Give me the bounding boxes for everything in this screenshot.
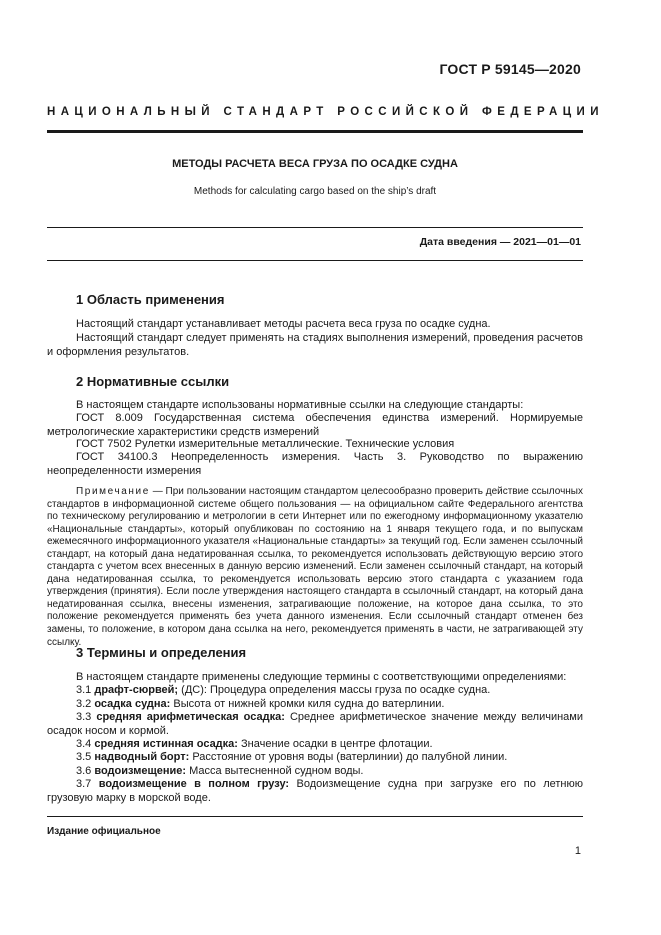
note-text: — При пользовании настоящим стандартом целесообразно проверить действие ссылочных стандартов в информационной системе общего пользования — на официальном сайте Федерального агентства по техническому регулированию и метрологии в сети Интернет или по ежегодному информационному указателю «Национальные стандарты», который опубликован по состоянию на 1 января текущего года, и по выпускам ежемесячного информационного указателя «Национальные стандарты» за текущий год. Если заменен ссылочный стандарт, на который дана недатированная ссылка, то рекомендуется использовать действующую версию этого стандарта с учетом всех внесенных в данную версию изменений. Если заменен ссылочный стандарт, на который дана недатированная ссылка, то рекомендуется использовать версию этого стандарта с указанием года утверждения (принятия). Если после утверждения настоящего стандарта в ссылочный стандарт, на который дана недатированная ссылка, внесены изменения, затрагивающие положение, на которое дана ссылка, то это положение рекомендуется применять без учета данного изменения. Если ссылочный стандарт отменен без замены, то положение, в котором дана ссылка на него, рекомендуется применять в части, не затрагивающей эту ссылку. — [47, 486, 583, 648]
section-1-paragraph-1: Настоящий стандарт устанавливает методы расчета веса груза по осадке судна. — [76, 318, 491, 330]
national-standard-banner: НАЦИОНАЛЬНЫЙ СТАНДАРТ РОССИЙСКОЙ ФЕДЕРАЦИИ — [47, 106, 604, 118]
introduction-date: Дата введения — 2021—01—01 — [419, 236, 581, 248]
document-title: МЕТОДЫ РАСЧЕТА ВЕСА ГРУЗА ПО ОСАДКЕ СУДНА — [172, 158, 458, 170]
term-3-6: 3.6 водоизмещение: Масса вытесненной судном воды. — [76, 765, 364, 777]
footer-rule — [47, 816, 583, 817]
term-3-4: 3.4 средняя истинная осадка: Значение осадки в центре флотации. — [76, 738, 433, 750]
section-1-heading: 1 Область применения — [76, 292, 225, 307]
section-2-paragraph-1: В настоящем стандарте использованы нормативные ссылки на следующие стандарты: — [76, 399, 524, 411]
page-number: 1 — [574, 845, 581, 857]
section-3-heading: 3 Термины и определения — [76, 645, 247, 660]
note-paragraph — [47, 486, 583, 649]
header-rule — [47, 130, 583, 133]
document-title-english: Methods for calculating cargo based on the ship’s draft — [193, 186, 437, 197]
section-1-paragraph-2: Настоящий стандарт следует применять на стадиях выполнения измерений, проведения расчетов и оформления результатов. — [47, 332, 583, 358]
note-label: Примечание — [76, 486, 150, 497]
official-edition-label: Издание официальное — [47, 826, 161, 837]
section-3-paragraph-1: В настоящем стандарте применены следующие термины с соответствующими определениями: — [76, 671, 567, 683]
term-3-1: 3.1 драфт-сюрвей; (ДС): Процедура определения массы груза по осадке судна. — [76, 684, 491, 696]
reference-gost-7502: ГОСТ 7502 Рулетки измерительные металлические. Технические условия — [76, 438, 455, 450]
title-rule — [47, 227, 583, 228]
term-3-3: 3.3 средняя арифметическая осадка: Среднее арифметическое значение между величинами осадок носом и кормой. — [47, 711, 584, 737]
document-number: ГОСТ Р 59145—2020 — [439, 61, 581, 77]
term-3-2: 3.2 осадка судна: Высота от нижней кромки киля судна до ватерлинии. — [76, 698, 445, 710]
date-rule — [47, 260, 583, 261]
section-2-heading: 2 Нормативные ссылки — [76, 374, 230, 389]
reference-gost-34100-3: ГОСТ 34100.3 Неопределенность измерения. Часть 3. Руководство по выражению неопределенности измерения — [47, 451, 583, 477]
reference-gost-8-009: ГОСТ 8.009 Государственная система обеспечения единства измерений. Нормируемые метрологические характеристики средств измерений — [47, 412, 583, 438]
term-3-7: 3.7 водоизмещение в полном грузу: Водоизмещение судна при загрузке его по летнюю грузовую марку в морской воде. — [47, 778, 583, 804]
term-3-5: 3.5 надводный борт: Расстояние от уровня воды (ватерлинии) до палубной линии. — [76, 751, 508, 763]
